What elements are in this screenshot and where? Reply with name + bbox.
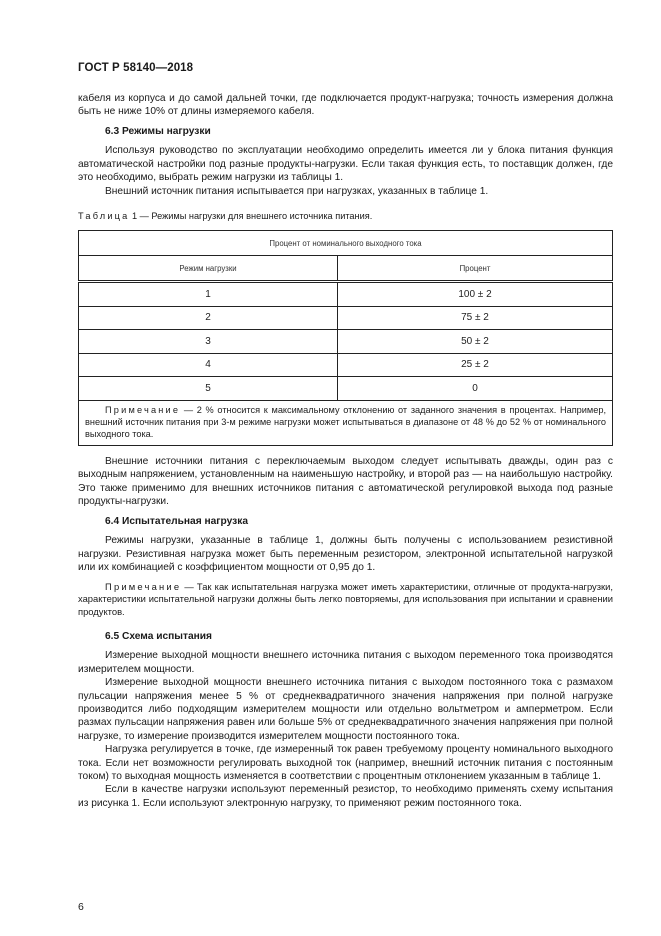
cell-percent: 100 ± 2	[338, 282, 613, 307]
note-text: — 2 % относится к максимальному отклонению от заданного значения в процентах. Например, внешний источник питания при 3-м режиме нагрузки может испытываться в диапазоне от 48 % до 52 % от номинального выходного тока.	[85, 404, 606, 439]
cell-mode: 2	[79, 306, 338, 330]
table-row	[79, 330, 613, 354]
cell-mode: 5	[79, 377, 338, 401]
table-caption-text: 1 — Режимы нагрузки для внешнего источника питания.	[129, 211, 373, 221]
paragraph: Режимы нагрузки, указанные в таблице 1, должны быть получены с использованием резистивной нагрузки. Резистивная нагрузка может быть переменным резистором, электронной испытательной нагрузкой или их комбинацией с коэффициентом мощности от 0,95 до 1.	[78, 535, 613, 574]
section-note	[78, 581, 613, 619]
cell-mode: 1	[79, 282, 338, 307]
table-caption-label: Таблица	[78, 211, 130, 221]
paragraph: Используя руководство по эксплуатации необходимо определить имеется ли у блока питания функция автоматической настройки под разные продукты-нагрузки. Если такая функция есть, то поставщик должен, где это необходимо, выбрать режим нагрузки из таблицы 1.	[78, 145, 613, 184]
cell-percent: 75 ± 2	[338, 306, 613, 330]
cell-percent: 25 ± 2	[338, 353, 613, 377]
paragraph: Измерение выходной мощности внешнего источника питания с выходом переменного тока производятся измерителем мощности.	[78, 650, 613, 675]
cell-percent: 50 ± 2	[338, 330, 613, 354]
cell-mode: 4	[79, 353, 338, 377]
paragraph: Измерение выходной мощности внешнего источника питания с выходом постоянного тока с размахом пульсации напряжения менее 5 % от среднеквадратичного значения напряжения при полной нагрузке производится либо подходящим измерителем мощности или отдельно вольтметром и амперметром. Если размах пульсации напряжения равен или больше 5% от среднеквадратичного значения напряжения при полной нагрузке, то измерение производится измерителем мощности постоянного тока.	[78, 677, 613, 742]
table-row	[79, 282, 613, 307]
intro-paragraph: кабеля из корпуса и до самой дальней точки, где подключается продукт-нагрузка; точность измерения должна быть не ниже 10% от длины измеряемого кабеля.	[78, 93, 613, 118]
section-heading: 6.4 Испытательная нагрузка	[105, 516, 248, 527]
column-header-mode: Режим нагрузки	[79, 256, 338, 282]
table-row	[79, 377, 613, 401]
intro-block	[78, 92, 613, 119]
cell-mode: 3	[79, 330, 338, 354]
load-modes-table	[78, 230, 613, 446]
table-note	[79, 400, 613, 446]
table-row	[79, 353, 613, 377]
section-6-3	[78, 125, 613, 198]
paragraph: Внешний источник питания испытывается при нагрузках, указанных в таблице 1.	[105, 185, 489, 197]
paragraph: Нагрузка регулируется в точке, где измеренный ток равен требуемому проценту номинального выходного тока. Если нет возможности регулировать выходной ток (например, внешний источник питания с постоянным током) то выходная мощность изменяется в соответствии с процентным отклонением указанным в таблице 1.	[78, 744, 613, 783]
section-heading: 6.5 Схема испытания	[105, 631, 212, 642]
table-caption	[78, 210, 613, 223]
page-number: 6	[78, 901, 84, 913]
document-header: ГОСТ Р 58140—2018	[78, 62, 194, 74]
cell-percent: 0	[338, 377, 613, 401]
table-row	[79, 306, 613, 330]
section-6-5	[78, 630, 613, 810]
note-label: Примечание	[105, 580, 182, 592]
paragraph: Внешние источники питания с переключаемым выходом следует испытывать дважды, один раз с выходным напряжением, установленным на наименьшую настройку, и второй раз — на наибольшую настройку. Это также применимо для внешних источников питания с автоматической регулировкой выхода под разные продукты-нагрузки.	[78, 456, 613, 508]
section-heading: 6.3 Режимы нагрузки	[105, 126, 211, 137]
paragraph: Если в качестве нагрузки используют переменный резистор, то необходимо применять схему испытания из рисунка 1. Если используют электронную нагрузку, то применяют режим постоянного тока.	[78, 784, 613, 809]
section-6-4	[78, 515, 613, 618]
note-text: — Так как испытательная нагрузка может иметь характеристики, отличные от продукта-нагрузки, характеристики испытательной нагрузки должны быть легко повторяемы, для использования при испытании и сравнении продуктов.	[78, 580, 613, 617]
note-label: Примечание	[105, 404, 181, 415]
column-header-percent: Процент	[338, 256, 613, 282]
table-header-span: Процент от номинального выходного тока	[79, 231, 613, 256]
after-table-block	[78, 455, 613, 509]
